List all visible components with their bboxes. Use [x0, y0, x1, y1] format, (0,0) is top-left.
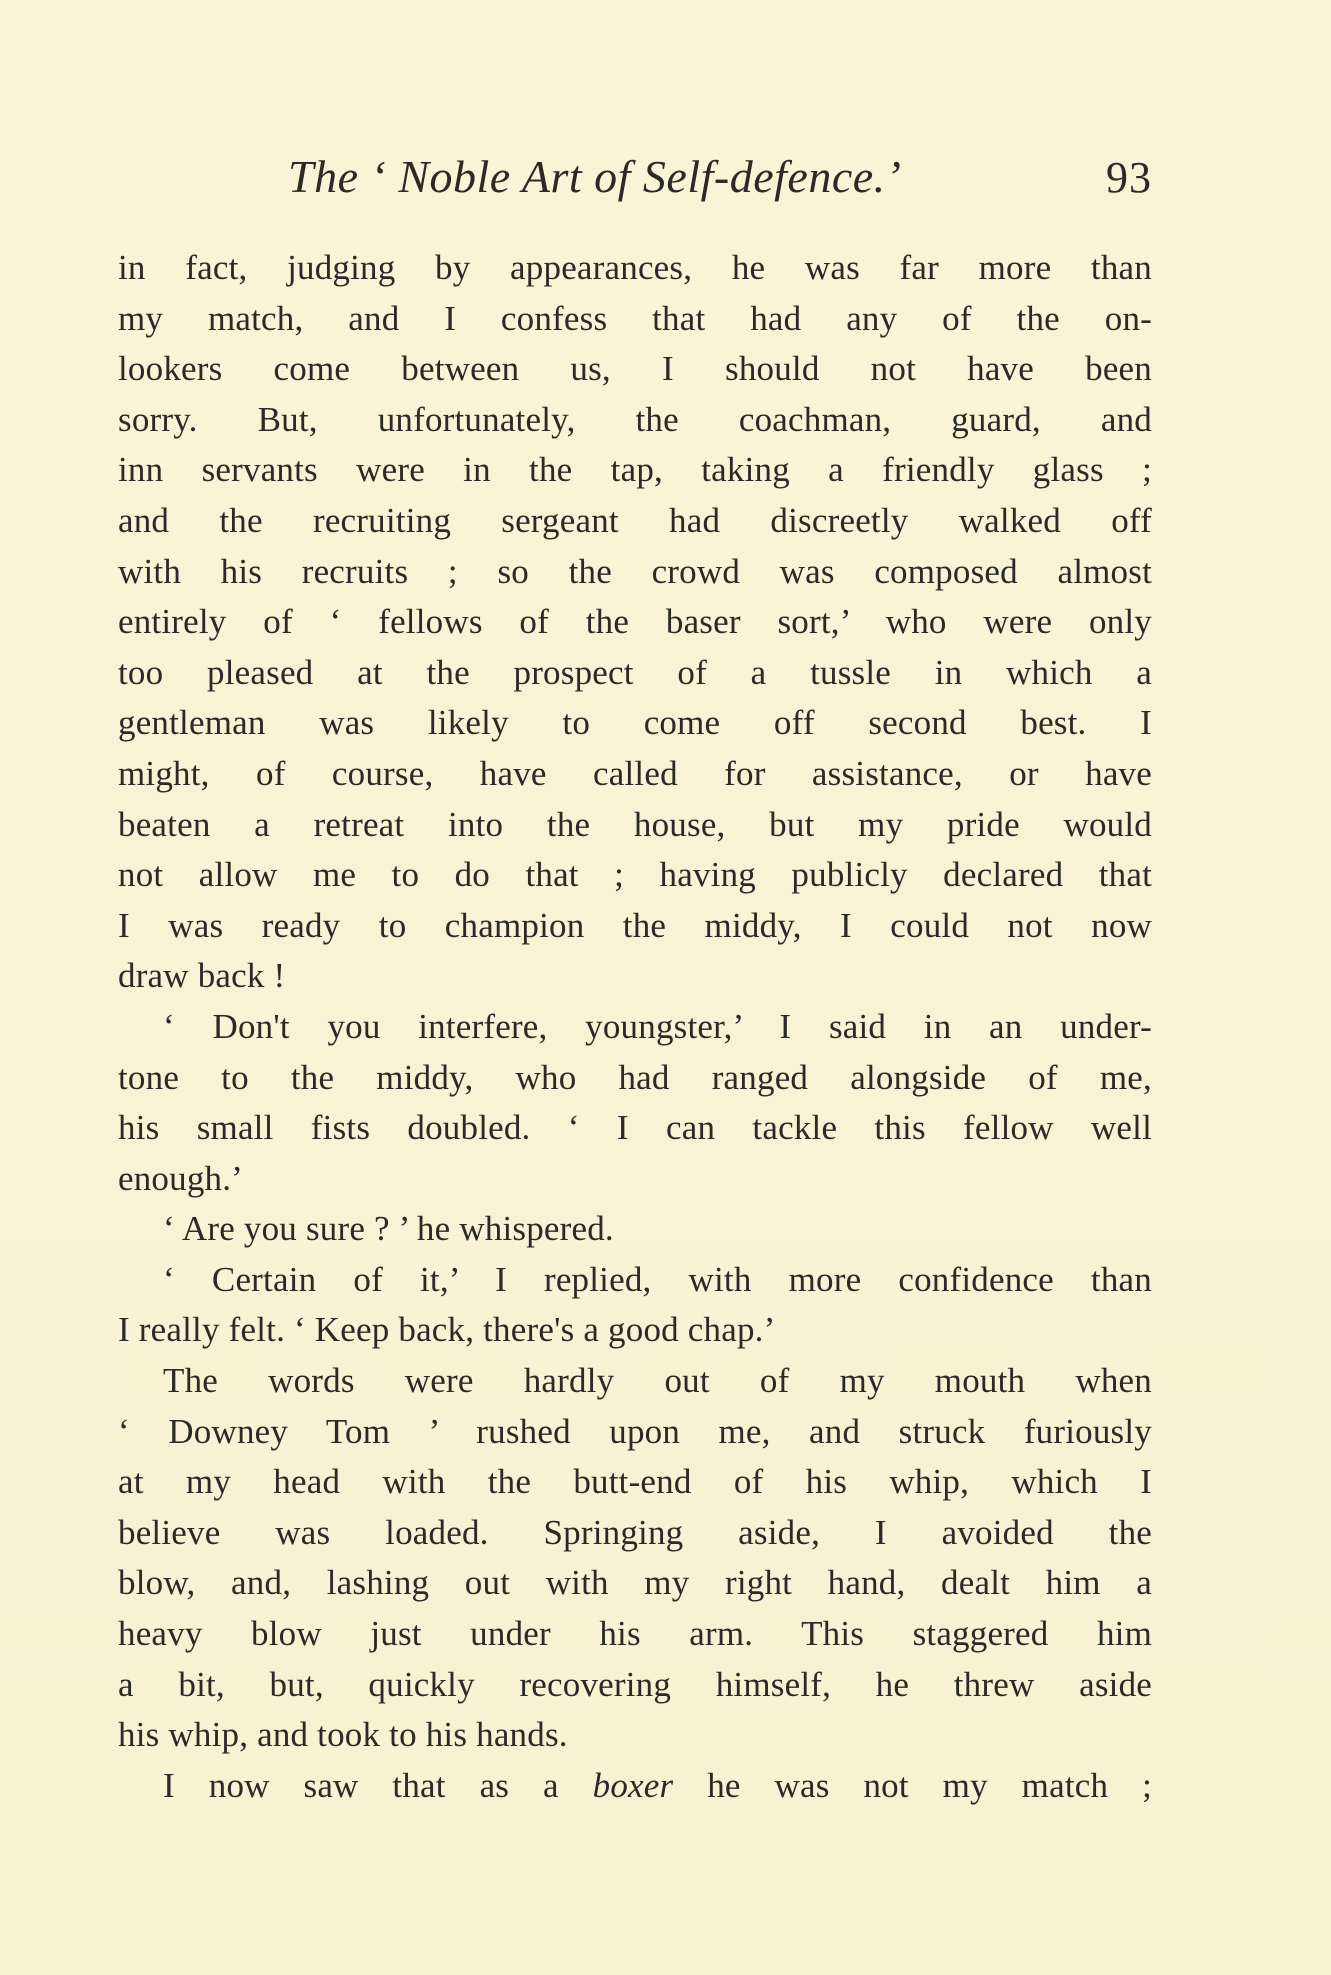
- text-line: I was ready to champion the middy, I could not now: [118, 905, 1152, 945]
- text-line: inn servants were in the tap, taking a friendly glass ;: [118, 450, 1152, 490]
- text-line: believe was loaded. Springing aside, I avoided the: [118, 1512, 1152, 1552]
- text-line: not allow me to do that ; having publicly declared that: [118, 855, 1152, 895]
- text-line: a bit, but, quickly recovering himself, he threw aside: [118, 1664, 1152, 1704]
- text-line: ‘ Are you sure ? ’ he whispered.: [163, 1209, 614, 1249]
- text-line: in fact, judging by appearances, he was far more than: [118, 248, 1152, 287]
- text-line: too pleased at the prospect of a tussle in which a: [118, 652, 1152, 692]
- running-title: The ‘ Noble Art of Self-defence.’: [288, 151, 902, 202]
- text-line: sorry. But, unfortunately, the coachman, guard, and: [118, 399, 1152, 439]
- text-line: enough.’: [118, 1158, 244, 1198]
- text-line: The words were hardly out of my mouth when: [163, 1361, 1152, 1401]
- text-line: my match, and I confess that had any of the on-: [118, 298, 1152, 338]
- final-line-before: I now saw that as a: [163, 1765, 559, 1805]
- text-line: tone to the middy, who had ranged alongside of me,: [118, 1057, 1152, 1097]
- text-line: blow, and, lashing out with my right hand, dealt him a: [118, 1563, 1152, 1603]
- page-number: 93: [1106, 153, 1152, 202]
- text-line: with his recruits ; so the crowd was composed almost: [118, 551, 1152, 591]
- text-line: heavy blow just under his arm. This staggered him: [118, 1614, 1152, 1654]
- text-line: lookers come between us, I should not have been: [118, 349, 1152, 389]
- text-line: and the recruiting sergeant had discreetly walked off: [118, 500, 1152, 540]
- text-line: ‘ Don't you interfere, youngster,’ I said in an under-: [163, 1006, 1152, 1046]
- text-line: his whip, and took to his hands.: [118, 1715, 568, 1755]
- body-text: [118, 243, 1152, 1811]
- text-line: ‘ Certain of it,’ I replied, with more confidence than: [163, 1259, 1152, 1299]
- text-line: at my head with the butt-end of his whip, which I: [118, 1462, 1152, 1502]
- text-line: his small fists doubled. ‘ I can tackle this fellow well: [118, 1108, 1152, 1148]
- text-line: I really felt. ‘ Keep back, there's a good chap.’: [118, 1310, 776, 1350]
- text-line-final: [118, 1761, 1152, 1812]
- italic-word: boxer: [592, 1765, 674, 1805]
- final-line-after: he was not my match ;: [707, 1765, 1153, 1805]
- text-line: gentleman was likely to come off second best. I: [118, 703, 1152, 743]
- text-line: beaten a retreat into the house, but my pride would: [118, 804, 1152, 844]
- running-head: [118, 150, 1152, 210]
- text-line: draw back !: [118, 956, 286, 996]
- text-line: entirely of ‘ fellows of the baser sort,’ who were only: [118, 602, 1152, 642]
- text-line: ‘ Downey Tom ’ rushed upon me, and struck furiously: [118, 1411, 1152, 1451]
- text-line: might, of course, have called for assistance, or have: [118, 753, 1152, 793]
